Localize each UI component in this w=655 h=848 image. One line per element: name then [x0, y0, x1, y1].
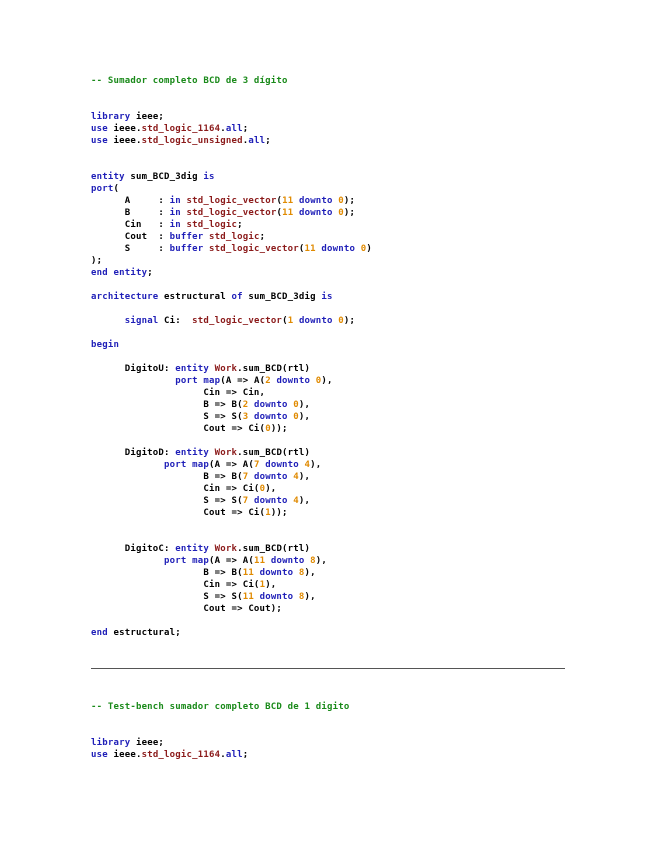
code-text: Cin => Cin, — [91, 388, 266, 398]
number-literal: 0 — [338, 208, 344, 218]
number-literal: 8 — [310, 556, 316, 566]
code-line — [91, 387, 372, 399]
code-text: ( — [282, 316, 288, 326]
code-line — [91, 351, 372, 363]
number-literal: 4 — [304, 460, 311, 470]
code-text: estructural — [158, 292, 232, 302]
code-line — [91, 435, 372, 447]
number-literal: 0 — [338, 316, 344, 326]
code-text: ieee; — [130, 738, 165, 748]
code-text: .sum_BCD(rtl) — [237, 364, 311, 374]
code-text: ); — [91, 256, 103, 266]
keyword: use — [91, 136, 108, 146]
code-line — [91, 375, 372, 387]
code-line — [91, 603, 372, 615]
code-text: )); — [270, 424, 288, 434]
number-literal: 0 — [360, 244, 367, 254]
keyword: downto — [298, 316, 333, 326]
code-line — [91, 471, 372, 483]
number-literal: 0 — [315, 376, 322, 386]
number-literal: 3 — [242, 412, 249, 422]
keyword: downto — [298, 196, 333, 206]
keyword: begin — [91, 340, 120, 350]
number-literal: 7 — [242, 472, 249, 482]
code-line — [91, 267, 372, 279]
code-text: Cout => Ci( — [91, 508, 266, 518]
code-line — [91, 713, 349, 725]
code-text: B => B( — [91, 400, 243, 410]
number-literal: 11 — [253, 556, 266, 566]
keyword: entity — [175, 364, 209, 374]
code-text: ieee. — [107, 750, 142, 760]
number-literal: 8 — [298, 592, 305, 602]
code-line — [91, 579, 372, 591]
code-line — [91, 279, 372, 291]
keyword: architecture — [91, 292, 159, 302]
code-text: (A => A( — [209, 556, 254, 566]
code-text: ) — [366, 244, 373, 254]
type-name: std_logic_vector — [186, 208, 277, 218]
code-line — [91, 87, 372, 99]
code-text: ieee. — [107, 136, 142, 146]
code-text: ), — [315, 556, 328, 566]
number-literal: 11 — [282, 196, 294, 206]
code-text: Cin : — [91, 220, 170, 230]
code-text: ), — [304, 592, 316, 602]
code-line — [91, 495, 372, 507]
code-text: ( — [113, 184, 120, 194]
code-text — [91, 556, 164, 566]
keyword: buffer — [169, 244, 204, 254]
code-text: . — [242, 136, 249, 146]
code-text: S : — [91, 244, 170, 254]
code-text: (A => A( — [209, 460, 254, 470]
keyword: port map — [164, 556, 209, 566]
keyword: of — [231, 292, 243, 302]
code-text: ), — [265, 580, 277, 590]
number-literal: 1 — [265, 508, 271, 518]
keyword: is — [321, 292, 333, 302]
code-line — [91, 135, 372, 147]
number-literal: 11 — [242, 592, 254, 602]
code-line — [91, 507, 372, 519]
code-text: B => B( — [91, 568, 243, 578]
keyword: downto — [253, 412, 288, 422]
code-text: A : — [91, 196, 170, 206]
number-literal: 0 — [293, 412, 299, 422]
code-line — [91, 183, 372, 195]
code-text: ; — [242, 124, 249, 134]
keyword: library — [91, 738, 131, 748]
code-line — [91, 147, 372, 159]
code-text: ; — [147, 268, 153, 278]
code-line — [91, 543, 372, 555]
keyword: downto — [265, 460, 299, 470]
keyword: end — [91, 268, 108, 278]
keyword: buffer — [169, 232, 204, 242]
keyword: use — [91, 124, 108, 134]
code-text: DigitoC: — [91, 544, 176, 554]
code-text: Cout => Cout); — [91, 604, 283, 614]
code-text: ( — [298, 244, 305, 254]
keyword: downto — [270, 556, 305, 566]
code-text: Cin => Ci( — [91, 580, 260, 590]
type-name: std_logic_unsigned — [141, 136, 243, 146]
comment: -- Sumador completo BCD de 3 dígito — [91, 76, 288, 86]
code-text: ; — [259, 232, 266, 242]
code-line — [91, 327, 372, 339]
type-name: std_logic_1164 — [141, 124, 221, 134]
code-text: sum_BCD_3dig — [124, 172, 204, 182]
number-literal: 0 — [338, 196, 344, 206]
code-text: )); — [270, 508, 288, 518]
code-line — [91, 567, 372, 579]
code-line — [91, 423, 372, 435]
code-line — [91, 615, 372, 627]
code-text: ), — [304, 568, 316, 578]
code-text: ); — [343, 316, 356, 326]
code-line — [91, 75, 372, 87]
code-text: ), — [298, 496, 311, 506]
keyword: entity — [113, 268, 148, 278]
code-text: B : — [91, 208, 170, 218]
code-text: ; — [237, 220, 243, 230]
keyword: entity — [175, 544, 209, 554]
code-line — [91, 447, 372, 459]
keyword: downto — [276, 376, 311, 386]
section-divider — [91, 668, 565, 669]
code-text: Ci: — [158, 316, 193, 326]
code-line — [91, 399, 372, 411]
comment: -- Test-bench sumador completo BCD de 1 digito — [91, 702, 350, 712]
code-line — [91, 207, 372, 219]
code-line — [91, 255, 372, 267]
type-name: Work — [214, 448, 238, 458]
keyword: downto — [253, 472, 288, 482]
vhdl-code-block-testbench — [91, 701, 349, 761]
code-text: . — [220, 124, 226, 134]
code-text: Cout : — [91, 232, 170, 242]
type-name: std_logic — [186, 220, 238, 230]
code-text: sum_BCD_3dig — [242, 292, 322, 302]
vhdl-code-block-bcd-3-digit-adder — [91, 75, 372, 639]
number-literal: 8 — [298, 568, 305, 578]
number-literal: 4 — [293, 472, 299, 482]
code-line — [91, 555, 372, 567]
code-line — [91, 219, 372, 231]
code-line — [91, 591, 372, 603]
code-line — [91, 291, 372, 303]
keyword: in — [169, 196, 181, 206]
code-text: ), — [310, 460, 322, 470]
code-text: ( — [276, 196, 283, 206]
code-line — [91, 243, 372, 255]
keyword: port map — [164, 460, 209, 470]
code-line — [91, 195, 372, 207]
code-line — [91, 737, 349, 749]
number-literal: 4 — [293, 496, 299, 506]
type-name: std_logic_vector — [192, 316, 283, 326]
code-text: Cout => Ci( — [91, 424, 266, 434]
code-line — [91, 483, 372, 495]
code-text: DigitoU: — [91, 364, 176, 374]
code-line — [91, 111, 372, 123]
keyword: downto — [259, 568, 294, 578]
code-line — [91, 171, 372, 183]
code-line — [91, 339, 372, 351]
code-line — [91, 231, 372, 243]
keyword: all — [248, 136, 266, 146]
type-name: std_logic_vector — [186, 196, 277, 206]
code-text: ), — [298, 412, 311, 422]
keyword: is — [203, 172, 215, 182]
code-line — [91, 519, 372, 531]
code-line — [91, 315, 372, 327]
code-line — [91, 749, 349, 761]
code-text: ); — [343, 208, 356, 218]
code-line — [91, 123, 372, 135]
keyword: downto — [253, 496, 288, 506]
type-name: Work — [214, 544, 238, 554]
type-name: Work — [214, 364, 238, 374]
code-text: ; — [265, 136, 271, 146]
keyword: port map — [175, 376, 221, 386]
code-line — [91, 725, 349, 737]
code-text: S => S( — [91, 412, 243, 422]
code-text: ); — [343, 196, 356, 206]
number-literal: 2 — [242, 400, 249, 410]
code-text: ), — [298, 400, 311, 410]
keyword: entity — [175, 448, 209, 458]
keyword: in — [169, 220, 181, 230]
number-literal: 2 — [265, 376, 271, 386]
code-line — [91, 627, 372, 639]
code-text: ieee. — [107, 124, 142, 134]
number-literal: 7 — [242, 496, 249, 506]
number-literal: 0 — [293, 400, 299, 410]
number-literal: 0 — [265, 424, 271, 434]
keyword: port — [91, 184, 114, 194]
number-literal: 11 — [304, 244, 316, 254]
keyword: downto — [298, 208, 333, 218]
code-text: B => B( — [91, 472, 243, 482]
type-name: std_logic_1164 — [141, 750, 221, 760]
code-line — [91, 99, 372, 111]
type-name: std_logic — [209, 232, 260, 242]
keyword: all — [225, 750, 243, 760]
keyword: downto — [259, 592, 294, 602]
code-text: DigitoD: — [91, 448, 176, 458]
code-text: . — [220, 750, 226, 760]
code-text: Cin => Ci( — [91, 484, 260, 494]
keyword: downto — [321, 244, 356, 254]
code-text: (A => A( — [220, 376, 266, 386]
code-text: ), — [321, 376, 333, 386]
code-text: ( — [276, 208, 283, 218]
code-line — [91, 701, 349, 713]
number-literal: 11 — [282, 208, 294, 218]
number-literal: 7 — [253, 460, 260, 470]
code-text: .sum_BCD(rtl) — [237, 448, 311, 458]
code-text: ), — [265, 484, 277, 494]
code-text — [91, 376, 175, 386]
code-text: S => S( — [91, 496, 243, 506]
code-text — [91, 460, 164, 470]
keyword: library — [91, 112, 131, 122]
code-line — [91, 459, 372, 471]
number-literal: 1 — [287, 316, 294, 326]
number-literal: 1 — [259, 580, 266, 590]
keyword: in — [169, 208, 181, 218]
keyword: all — [225, 124, 243, 134]
code-text: ieee; — [130, 112, 165, 122]
code-text: .sum_BCD(rtl) — [237, 544, 311, 554]
code-text — [91, 316, 125, 326]
keyword: entity — [91, 172, 125, 182]
number-literal: 0 — [259, 484, 266, 494]
code-line — [91, 411, 372, 423]
keyword: signal — [124, 316, 159, 326]
keyword: downto — [253, 400, 288, 410]
code-line — [91, 363, 372, 375]
code-line — [91, 159, 372, 171]
code-line — [91, 531, 372, 543]
code-text: ), — [298, 472, 311, 482]
code-text: estructural; — [107, 628, 181, 638]
code-line — [91, 303, 372, 315]
code-text: S => S( — [91, 592, 243, 602]
code-text: ; — [242, 750, 249, 760]
keyword: end — [91, 628, 108, 638]
number-literal: 11 — [242, 568, 254, 578]
type-name: std_logic_vector — [209, 244, 299, 254]
keyword: use — [91, 750, 108, 760]
